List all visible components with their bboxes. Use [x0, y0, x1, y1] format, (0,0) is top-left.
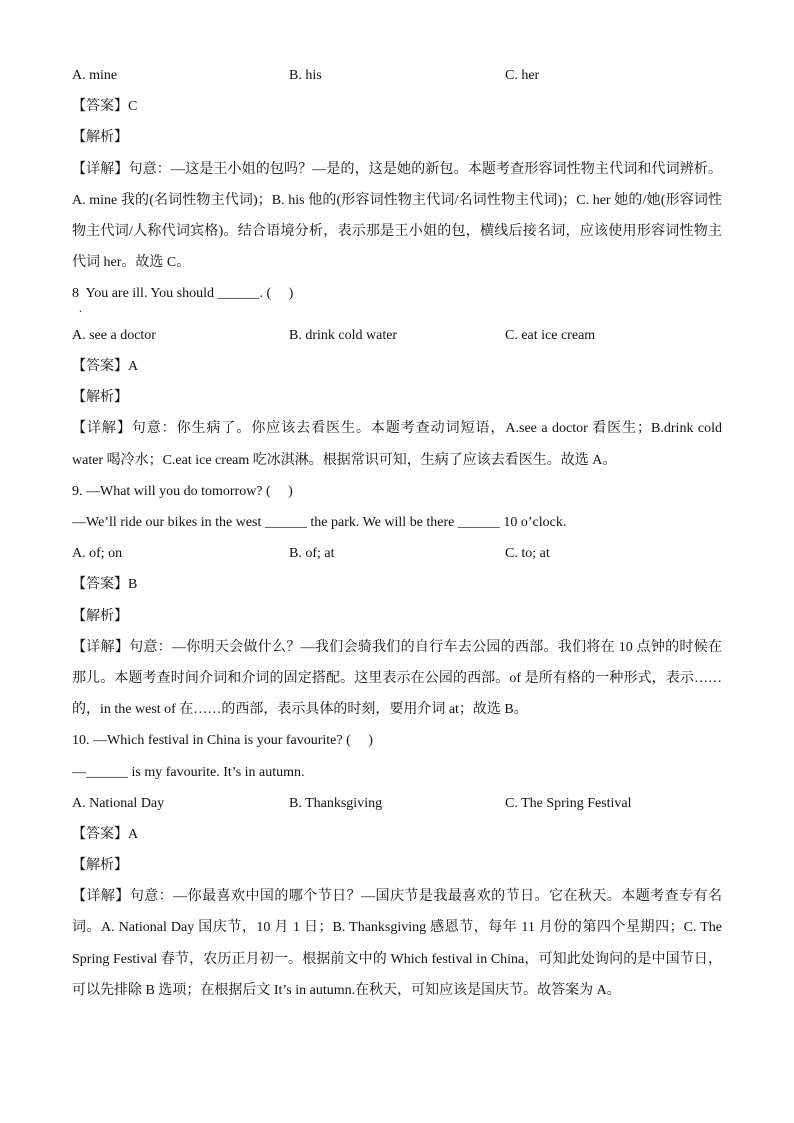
- q9-analysis-heading: 【解析】: [72, 608, 128, 624]
- q8-detail-line: water 喝冷水；C.eat ice cream 吃冰淇淋。根据常识可知，生病了应该去看医生。故选 A。: [72, 452, 617, 468]
- q7-option-b: B. his: [289, 68, 322, 83]
- q8-analysis-heading: 【解析】: [72, 390, 128, 406]
- q9-stem: 9. —What will you do tomorrow? ( ): [72, 483, 293, 499]
- q8-stem: 8 You are ill. You should ______. ( ): [72, 286, 294, 302]
- q9-reply: —We’ll ride our bikes in the west ______ the park. We will be there ______ 10 o’clock.: [72, 515, 567, 531]
- q10-option-a: A. National Day: [72, 795, 165, 811]
- q8-option-b: B. drink cold water: [289, 327, 398, 343]
- q7-options: [72, 60, 722, 91]
- q9-options: [72, 538, 722, 569]
- q10-reply: —______ is my favourite. It’s in autumn.: [72, 764, 305, 780]
- document-body: [72, 60, 722, 1006]
- q8-option-c: C. eat ice cream: [505, 327, 596, 343]
- q8-answer: 【答案】A: [72, 359, 139, 375]
- q9-detail-line: 【详解】句意：—你明天会做什么？—我们会骑我们的自行车去公园的西部。我们将在 10 点钟的时候在: [72, 639, 722, 655]
- q8-options: [72, 320, 722, 351]
- q9-option-b: B. of; at: [289, 546, 335, 562]
- q10-options: [72, 788, 722, 819]
- q10-option-b: B. Thanksgiving: [289, 795, 383, 811]
- q8-detail-line: 【详解】句意：你生病了。你应该去看医生。本题考查动词短语，A.see a doctor 看医生；B.drink cold: [72, 421, 722, 437]
- q10-analysis-heading: 【解析】: [72, 858, 128, 874]
- q7-detail-line: 物主代词/人称代词宾格)。结合语境分析，表示那是王小姐的包，横线后接名词，应该使用形容词性物主: [72, 223, 722, 239]
- q10-detail-line: Spring Festival 春节，农历正月初一。根据前文中的 Which festival in China，可知此处询问的是中国节日，: [72, 951, 722, 967]
- q8-number-dot: .: [79, 300, 82, 315]
- q8-option-a: A. see a doctor: [72, 327, 156, 343]
- q9-option-a: A. of; on: [72, 546, 123, 562]
- q10-option-c: C. The Spring Festival: [505, 795, 632, 811]
- q10-detail-line: 词。A. National Day 国庆节，10 月 1 日；B. Thanksgiving 感恩节，每年 11 月份的第四个星期四；C. The: [72, 920, 722, 936]
- q8-number-spacer: [72, 300, 722, 320]
- q7-detail-line: A. mine 我的(名词性物主代词)；B. his 他的(形容词性物主代词/名词性物主代词)；C. her 她的/她(形容词性: [72, 192, 722, 208]
- q10-stem: 10. —Which festival in China is your favourite? ( ): [72, 733, 373, 749]
- q10-detail-line: 可以先排除 B 选项；在根据后文 It’s in autumn.在秋天，可知应该是国庆节。故答案为 A。: [72, 982, 621, 998]
- q7-detail-line: 代词 her。故选 C。: [72, 255, 191, 271]
- q9-detail-line: 那儿。本题考查时间介词和介词的固定搭配。这里表示在公园的西部。of 是所有格的一种形式，表示……: [72, 670, 722, 686]
- q9-option-c: C. to; at: [505, 546, 550, 562]
- q10-detail-line: 【详解】句意：—你最喜欢中国的哪个节日？—国庆节是我最喜欢的节日。它在秋天。本题考查专有名: [72, 889, 722, 905]
- q7-option-c: C. her: [505, 68, 540, 83]
- q9-detail-line: 的，in the west of 在……的西部，表示具体的时刻，要用介词 at；故选 B。: [72, 702, 528, 718]
- q7-answer: 【答案】C: [72, 99, 138, 115]
- q7-option-a: A. mine: [72, 68, 118, 83]
- q10-answer: 【答案】A: [72, 826, 139, 842]
- q9-answer: 【答案】B: [72, 577, 138, 593]
- q7-detail-line: 【详解】句意：—这是王小姐的包吗？—是的，这是她的新包。本题考查形容词性物主代词和代词辨析。: [72, 161, 722, 177]
- q7-analysis-heading: 【解析】: [72, 130, 128, 146]
